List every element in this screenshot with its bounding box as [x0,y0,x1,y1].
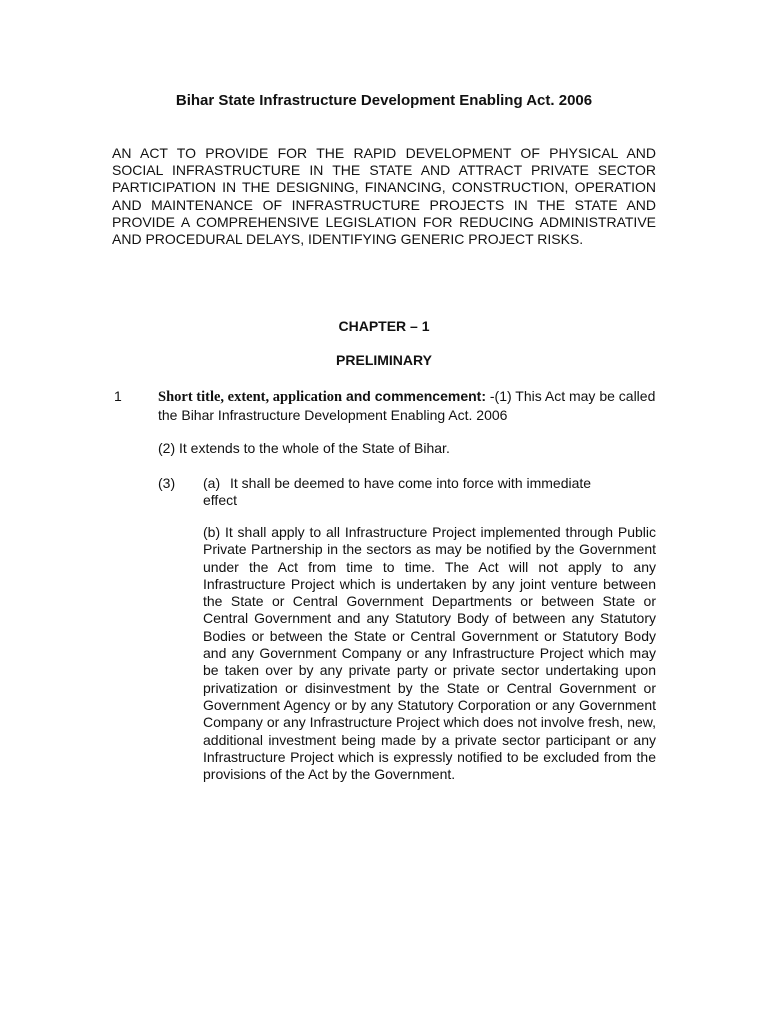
section-1-paragraph [158,388,656,424]
clause-b-text: (b) It shall apply to all Infrastructure Project implemented through Public Private Partnership in the sectors as may be notified by the Government under the Act from time to time. The Act will not apply to any Infrastructure Project which is undertaken by any joint venture between the State or Central Government Departments or between State or Central Government and any Statutory Body of between any Statutory Bodies or between the State or Central Government or Statutory Body and any Government Company or any Infrastructure Project which may be taken over by any private party or private sector undertaking upon privatization or disinvestment by the State or Central Government or Government Agency or by any Statutory Corporation or any Government Company or any Infrastructure Project which does not involve fresh, new, additional investment being made by a private sector participant or any Infrastructure Project which is expressly notified to be excluded from the provisions of the Act by the Government. [203,524,656,783]
act-title: Bihar State Infrastructure Development Enabling Act. 2006 [175,92,593,109]
section-1-subsection-1: -(1) This Act may be called the Bihar Infrastructure Development Enabling Act. 2006 [158,388,656,423]
section-1-subsection-2: (2) It extends to the whole of the State of Bihar. [158,440,450,456]
chapter-title: PRELIMINARY [336,352,432,368]
clause-a-text: It shall be deemed to have come into force with immediate [230,475,592,491]
section-number: 1 [114,388,122,404]
subsection-3-number: (3) [158,475,176,491]
section-heading-part2: and commencement: [345,388,486,404]
clause-a-label: (a) [203,475,221,491]
chapter-heading: CHAPTER – 1 [338,318,430,334]
clause-a-continuation: effect [203,492,237,508]
section-heading-part1: Short title, extent, application [158,389,343,405]
act-preamble: AN ACT TO PROVIDE FOR THE RAPID DEVELOPMENT OF PHYSICAL AND SOCIAL INFRASTRUCTURE IN THE STATE AND ATTRACT PRIVATE SECTOR PARTICIPATION IN THE DESIGNING, FINANCING, CONSTRUCTION, OPERATION AND MAINTENANCE OF INFRASTRUCTURE PROJECTS IN THE STATE AND PROVIDE A COMPREHENSIVE LEGISLATION FOR REDUCING ADMINISTRATIVE AND PROCEDURAL DELAYS, IDENTIFYING GENERIC PROJECT RISKS. [112,145,656,248]
